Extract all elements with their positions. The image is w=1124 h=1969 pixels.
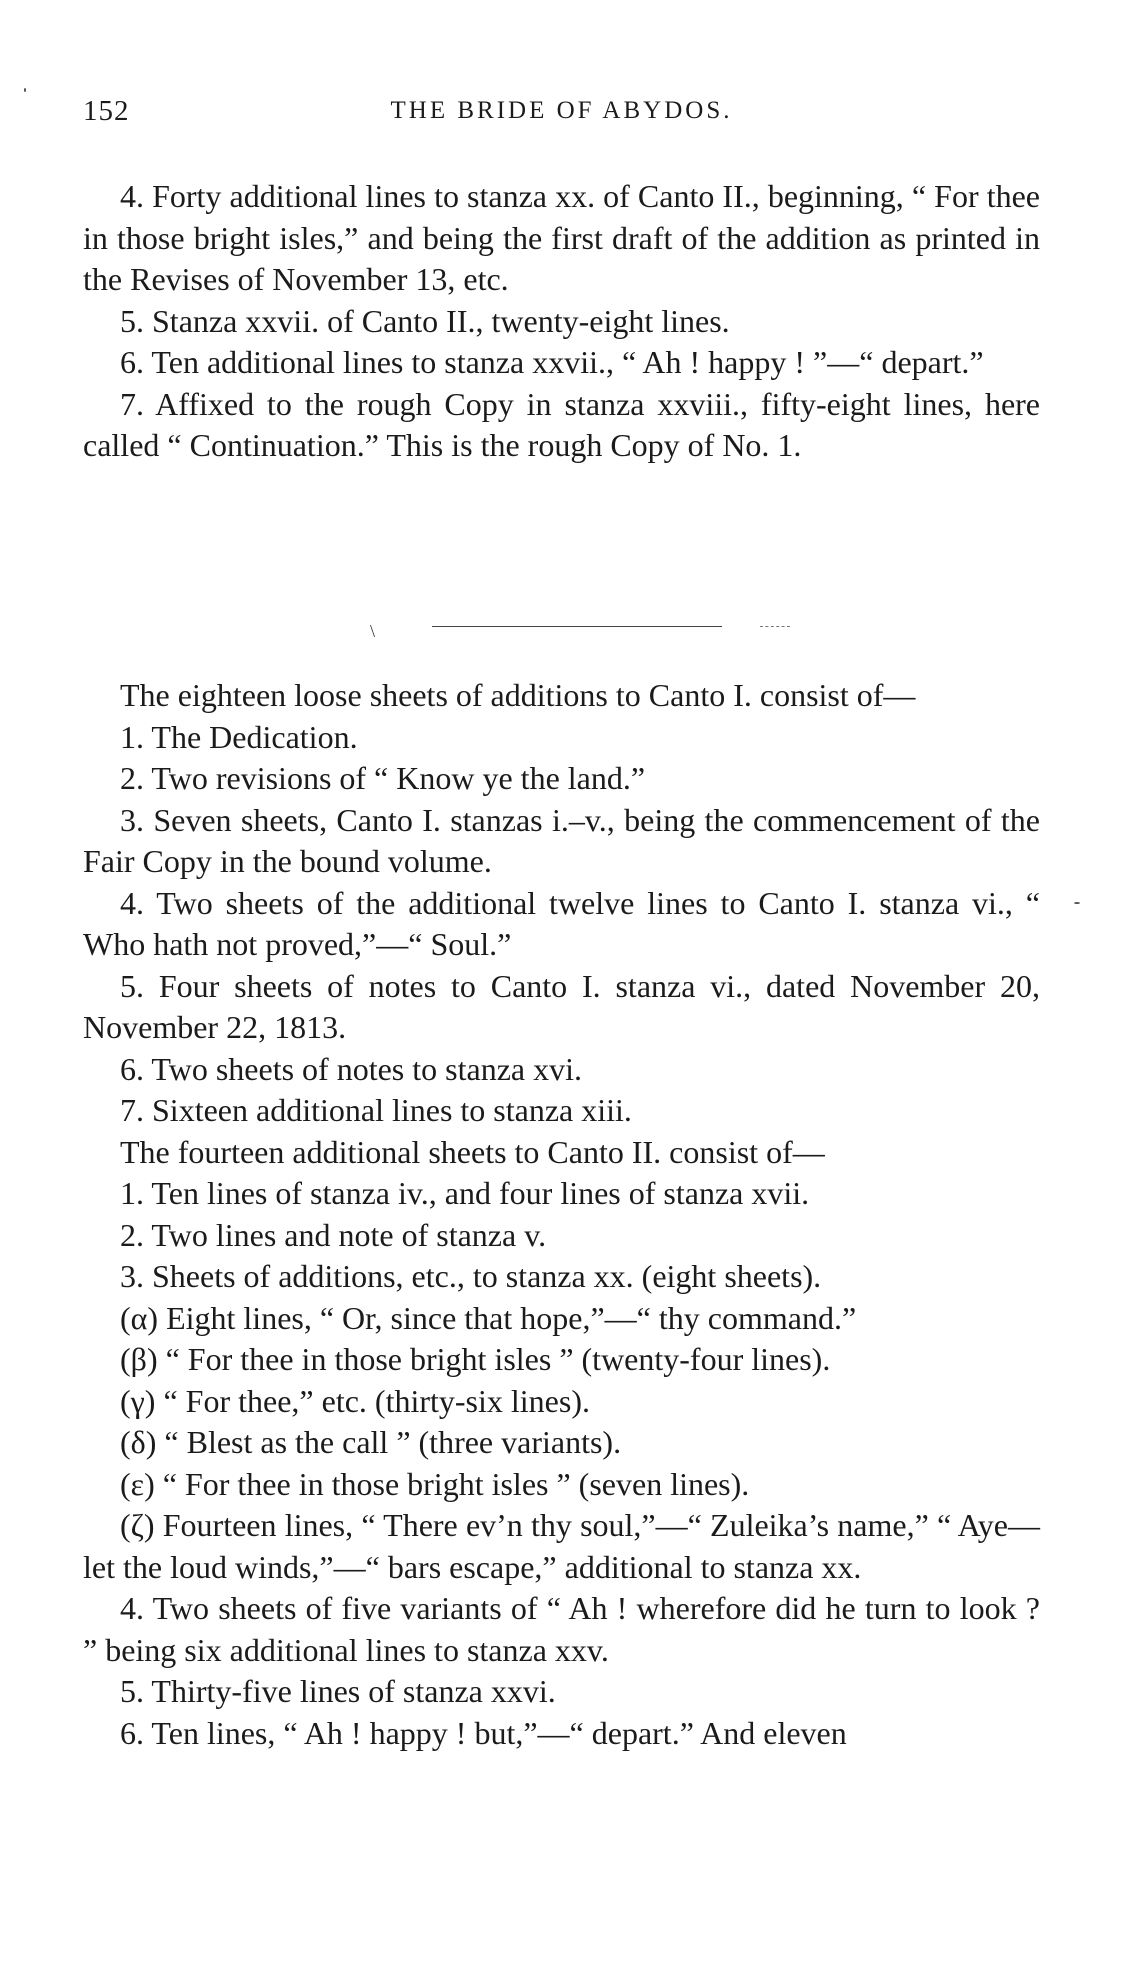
margin-speck-right: [1074, 902, 1080, 904]
page-number: 152: [83, 95, 130, 127]
section-two: [83, 675, 1040, 1754]
list-item: 5. Four sheets of notes to Canto I. stanza vi., dated November 20, November 22, 1813.: [83, 967, 1040, 1045]
running-title: THE BRIDE OF ABYDOS.: [390, 97, 733, 124]
list-item: 6. Ten additional lines to stanza xxvii., “ Ah ! happy ! ”—“ depart.”: [120, 344, 984, 380]
section-intro: The fourteen additional sheets to Canto II. consist of—: [120, 1133, 825, 1170]
divider-rule: [432, 626, 722, 627]
list-item: (ε) “ For thee in those bright isles ” (seven lines).: [120, 1465, 750, 1502]
list-item: 5. Thirty-five lines of stanza xxvi.: [120, 1673, 556, 1709]
list-item: (δ) “ Blest as the call ” (three variants).: [120, 1424, 622, 1460]
list-item: 4. Forty additional lines to stanza xx. of Canto II., beginning, “ For thee in those bright isles,” and being the first draft of the addition as printed in the Revises of November 13, etc.: [83, 178, 1040, 297]
list-item: 1. Ten lines of stanza iv., and four lines of stanza xvii.: [120, 1175, 810, 1211]
divider-dash: [760, 626, 790, 627]
list-item: 7. Sixteen additional lines to stanza xiii.: [120, 1092, 632, 1128]
section-intro: The eighteen loose sheets of additions to Canto I. consist of—: [120, 677, 916, 713]
divider-tick: \: [370, 621, 376, 641]
list-item: 7. Affixed to the rough Copy in stanza xxviii., fifty-eight lines, here called “ Continuation.” This is the rough Copy of No. 1.: [83, 385, 1040, 463]
list-item: 4. Two sheets of five variants of “ Ah ! wherefore did he turn to look ? ” being six additional lines to stanza xxv.: [83, 1590, 1040, 1668]
list-item: 4. Two sheets of the additional twelve lines to Canto I. stanza vi., “ Who hath not proved,”—“ Soul.”: [83, 884, 1040, 962]
list-item: 3. Seven sheets, Canto I. stanzas i.–v., being the commencement of the Fair Copy in the bound volume.: [83, 801, 1040, 879]
list-item: 2. Two lines and note of stanza v.: [120, 1216, 547, 1253]
list-item: (α) Eight lines, “ Or, since that hope,”—“ thy command.”: [120, 1299, 857, 1336]
list-item: 3. Sheets of additions, etc., to stanza xx. (eight sheets).: [120, 1258, 822, 1294]
list-item: 6. Two sheets of notes to stanza xvi.: [120, 1050, 582, 1087]
page-header: [83, 95, 1040, 135]
list-item: (β) “ For thee in those bright isles ” (twenty-four lines).: [120, 1341, 831, 1377]
section-divider: [370, 622, 800, 642]
list-item: 1. The Dedication.: [120, 718, 358, 755]
section-one: [83, 176, 1040, 467]
list-item: (γ) “ For thee,” etc. (thirty-six lines).: [120, 1382, 590, 1419]
margin-speck: [24, 88, 26, 92]
list-item: (ζ) Fourteen lines, “ There ev’n thy soul,”—“ Zuleika’s name,” “ Aye—let the loud winds,”—“ bars escape,” additional to stanza xx.: [83, 1507, 1040, 1585]
list-item: 6. Ten lines, “ Ah ! happy ! but,”—“ depart.” And eleven: [120, 1714, 847, 1751]
list-item: 2. Two revisions of “ Know ye the land.”: [120, 760, 646, 796]
list-item: 5. Stanza xxvii. of Canto II., twenty-eight lines.: [120, 302, 730, 339]
